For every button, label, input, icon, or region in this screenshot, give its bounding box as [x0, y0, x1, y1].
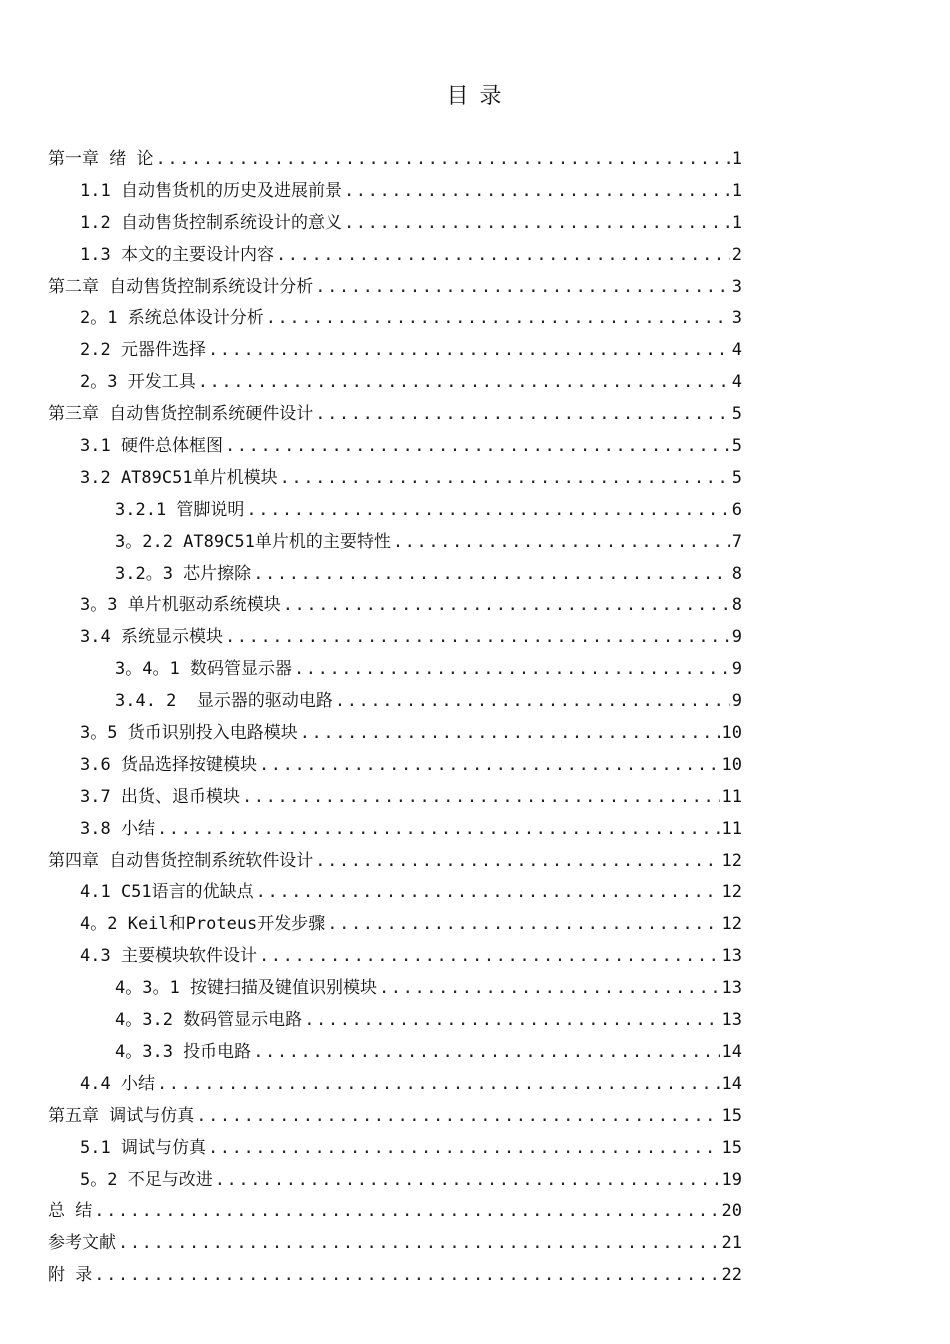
- toc-page-number: 3: [731, 308, 742, 329]
- toc-entry-title: 3。4。1 数码管显示器: [115, 659, 292, 680]
- toc-page-number: 14: [721, 1041, 742, 1062]
- toc-entry-title: 总 结: [48, 1201, 93, 1222]
- toc-dot-leader: [157, 1069, 720, 1101]
- toc-page-number: 12: [721, 882, 742, 903]
- toc-entry[interactable]: [48, 590, 742, 622]
- toc-entry-title: 3.2 AT89C51单片机模块: [80, 467, 278, 488]
- toc-dot-leader: [196, 1101, 719, 1133]
- toc-page-number: 12: [721, 914, 742, 935]
- toc-entry-title: 2.2 元器件选择: [80, 340, 206, 361]
- toc-entry[interactable]: [48, 654, 742, 686]
- toc-page-number: 1: [731, 212, 742, 233]
- toc-dot-leader: [283, 590, 730, 622]
- toc-dot-leader: [294, 654, 730, 686]
- toc-dot-leader: [276, 240, 730, 272]
- toc-entry-title: 1.3 本文的主要设计内容: [80, 244, 274, 265]
- toc-dot-leader: [215, 1165, 720, 1197]
- toc-page-number: 10: [721, 723, 742, 744]
- toc-entry-title: 3.8 小结: [80, 818, 155, 839]
- toc-entry[interactable]: [48, 1228, 742, 1260]
- toc-page-number: 10: [721, 754, 742, 775]
- toc-entry-title: 第五章 调试与仿真: [48, 1105, 195, 1126]
- toc-dot-leader: [242, 782, 720, 814]
- toc-dot-leader: [198, 367, 730, 399]
- toc-dot-leader: [256, 877, 720, 909]
- toc-page-number: 15: [721, 1105, 742, 1126]
- toc-entry[interactable]: [48, 176, 742, 208]
- toc-page-number: 11: [721, 786, 742, 807]
- toc-dot-leader: [225, 431, 730, 463]
- toc-entry[interactable]: [48, 367, 742, 399]
- toc-entry-title: 第三章 自动售货控制系统硬件设计: [48, 404, 314, 425]
- toc-page-number: 3: [731, 276, 742, 297]
- toc-page-number: 4: [731, 372, 742, 393]
- toc-dot-leader: [344, 208, 730, 240]
- toc-entry-title: 4。2 Keil和Proteus开发步骤: [80, 914, 326, 935]
- toc-dot-leader: [225, 622, 730, 654]
- toc-page-number: 8: [731, 595, 742, 616]
- toc-dot-leader: [327, 909, 719, 941]
- toc-entry-title: 5.1 调试与仿真: [80, 1137, 206, 1158]
- toc-entry[interactable]: [48, 877, 742, 909]
- toc-page-number: 8: [731, 563, 742, 584]
- toc-entry[interactable]: [48, 1196, 742, 1228]
- toc-entry[interactable]: [48, 782, 742, 814]
- toc-page-number: 14: [721, 1073, 742, 1094]
- toc-entry[interactable]: [48, 1165, 742, 1197]
- toc-entry-title: 第二章 自动售货控制系统设计分析: [48, 276, 314, 297]
- toc-entry-title: 3.6 货品选择按键模块: [80, 754, 257, 775]
- toc-entry[interactable]: [48, 622, 742, 654]
- toc-dot-leader: [315, 846, 719, 878]
- toc-entry[interactable]: [48, 973, 742, 1005]
- toc-entry[interactable]: [48, 240, 742, 272]
- toc-entry-title: 3.1 硬件总体框图: [80, 436, 223, 457]
- toc-page-number: 13: [721, 946, 742, 967]
- toc-entry[interactable]: [48, 335, 742, 367]
- toc-entry-title: 3.7 出货、退币模块: [80, 786, 240, 807]
- toc-entry[interactable]: [48, 1037, 742, 1069]
- toc-dot-leader: [304, 1005, 719, 1037]
- toc-dot-leader: [94, 1260, 719, 1292]
- toc-page-number: 9: [731, 627, 742, 648]
- toc-entry-title: 4.3 主要模块软件设计: [80, 946, 257, 967]
- toc-entry-title: 3.2。3 芯片擦除: [115, 563, 252, 584]
- toc-entry[interactable]: [48, 1101, 742, 1133]
- toc-entry-title: 附 录: [48, 1265, 93, 1286]
- toc-entry-title: 第四章 自动售货控制系统软件设计: [48, 850, 314, 871]
- toc-entry-title: 2。3 开发工具: [80, 372, 196, 393]
- toc-page-number: 21: [721, 1233, 742, 1254]
- toc-dot-leader: [259, 941, 720, 973]
- toc-page-number: 5: [731, 436, 742, 457]
- toc-dot-leader: [246, 495, 729, 527]
- toc-entry[interactable]: [48, 846, 742, 878]
- toc-entry[interactable]: [48, 431, 742, 463]
- toc-entry[interactable]: [48, 1069, 742, 1101]
- toc-page-number: 12: [721, 850, 742, 871]
- toc-entry-title: 3.2.1 管脚说明: [115, 499, 245, 520]
- toc-page-number: 20: [721, 1201, 742, 1222]
- toc-page-number: 4: [731, 340, 742, 361]
- toc-page-number: 6: [731, 499, 742, 520]
- toc-dot-leader: [315, 272, 730, 304]
- toc-dot-leader: [253, 559, 730, 591]
- toc-dot-leader: [379, 973, 720, 1005]
- toc-entry[interactable]: [48, 1133, 742, 1165]
- toc-dot-leader: [157, 814, 720, 846]
- toc-entry[interactable]: [48, 463, 742, 495]
- toc-entry-title: 1.2 自动售货控制系统设计的意义: [80, 212, 342, 233]
- toc-entry[interactable]: [48, 1260, 742, 1292]
- toc-entry-title: 3。3 单片机驱动系统模块: [80, 595, 281, 616]
- toc-entry-title: 4.4 小结: [80, 1073, 155, 1094]
- toc-title: 目 录: [446, 84, 504, 109]
- toc-entry-title: 3。2.2 AT89C51单片机的主要特性: [115, 531, 391, 552]
- toc-entry-title: 4。3.2 数码管显示电路: [115, 1010, 303, 1031]
- toc-entry-title: 5。2 不足与改进: [80, 1169, 213, 1190]
- toc-dot-leader: [208, 335, 730, 367]
- toc-entry-title: 4。3.3 投币电路: [115, 1041, 252, 1062]
- toc-dot-leader: [280, 463, 730, 495]
- toc-page-number: 7: [731, 531, 742, 552]
- toc-entry-title: 第一章 绪 论: [48, 149, 154, 169]
- toc-entry[interactable]: [48, 1005, 742, 1037]
- toc-page-number: 15: [721, 1137, 742, 1158]
- toc-entry[interactable]: [48, 208, 742, 240]
- toc-dot-leader: [118, 1228, 720, 1260]
- toc-entry[interactable]: [48, 303, 742, 335]
- toc-list: [48, 144, 742, 1292]
- toc-entry-title: 3。5 货币识别投入电路模块: [80, 723, 298, 744]
- toc-dot-leader: [94, 1196, 719, 1228]
- toc-entry[interactable]: [48, 750, 742, 782]
- toc-page-number: 13: [721, 978, 742, 999]
- toc-dot-leader: [259, 750, 720, 782]
- toc-page-number: 11: [721, 818, 742, 839]
- toc-entry-title: 3.4. 2 显示器的驱动电路: [115, 691, 333, 712]
- toc-entry-title: 3.4 系统显示模块: [80, 627, 223, 648]
- toc-entry[interactable]: [48, 495, 742, 527]
- toc-page-number: 19: [721, 1169, 742, 1190]
- toc-entry[interactable]: [48, 814, 742, 846]
- toc-dot-leader: [335, 686, 730, 718]
- toc-entry[interactable]: [48, 941, 742, 973]
- toc-entry-title: 4。3。1 按键扫描及键值识别模块: [115, 978, 377, 999]
- toc-dot-leader: [315, 399, 730, 431]
- toc-entry-title: 参考文献: [48, 1233, 116, 1254]
- toc-entry[interactable]: [48, 272, 742, 304]
- toc-entry[interactable]: [48, 686, 742, 718]
- toc-entry[interactable]: [48, 718, 742, 750]
- toc-entry[interactable]: [48, 909, 742, 941]
- toc-dot-leader: [208, 1133, 720, 1165]
- toc-dot-leader: [393, 527, 730, 559]
- toc-entry-title: 2。1 系统总体设计分析: [80, 308, 264, 329]
- toc-entry-title: 1.1 自动售货机的历史及进展前景: [80, 180, 342, 201]
- toc-page-number: 9: [731, 691, 742, 712]
- toc-dot-leader: [253, 1037, 719, 1069]
- toc-dot-leader: [344, 176, 730, 208]
- toc-page-number: 9: [731, 659, 742, 680]
- toc-entry-title: 4.1 C51语言的优缺点: [80, 882, 254, 903]
- toc-entry[interactable]: [48, 144, 742, 176]
- toc-page-number: 5: [731, 404, 742, 425]
- toc-dot-leader: [155, 144, 729, 176]
- toc-page-number: 1: [731, 149, 742, 169]
- toc-entry[interactable]: [48, 527, 742, 559]
- toc-page-number: 5: [731, 467, 742, 488]
- toc-page-number: 22: [721, 1265, 742, 1286]
- toc-page-number: 13: [721, 1010, 742, 1031]
- toc-dot-leader: [300, 718, 720, 750]
- toc-entry[interactable]: [48, 559, 742, 591]
- toc-page-number: 2: [731, 244, 742, 265]
- toc-dot-leader: [266, 303, 730, 335]
- toc-entry[interactable]: [48, 399, 742, 431]
- toc-page-number: 1: [731, 180, 742, 201]
